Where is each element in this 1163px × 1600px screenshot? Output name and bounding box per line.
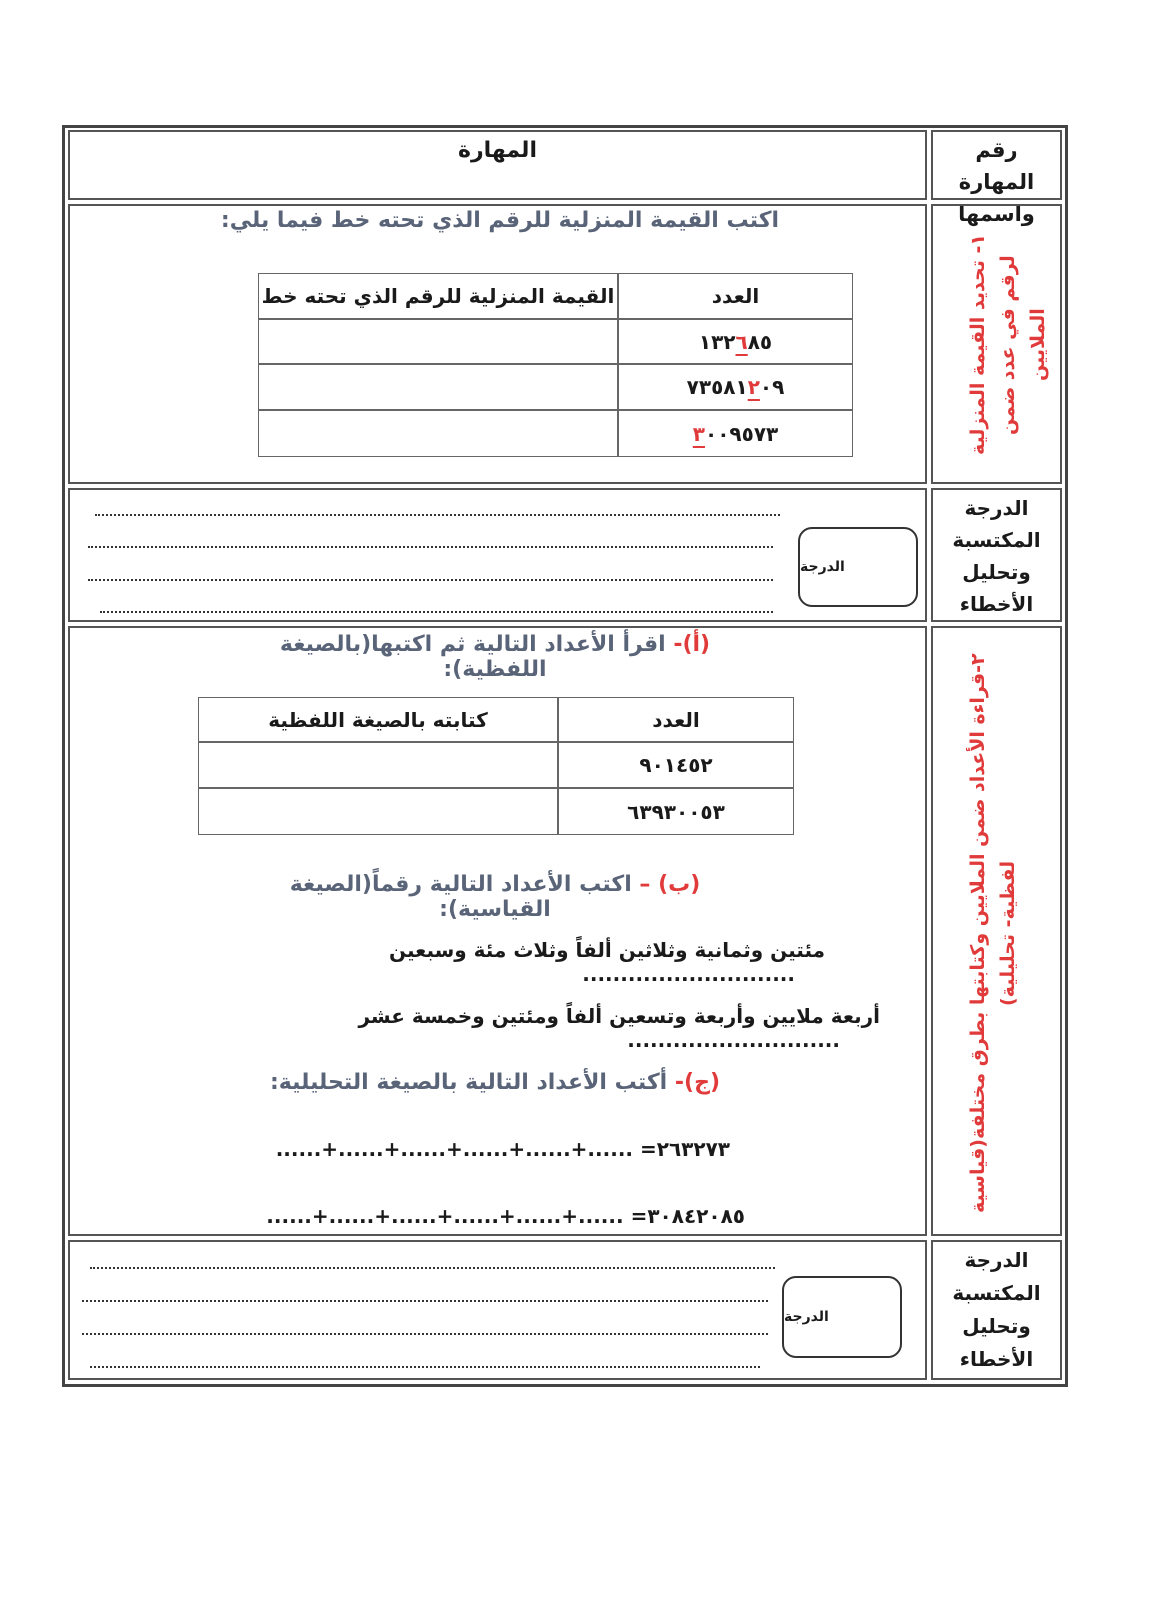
grade1-line-2[interactable] — [88, 546, 773, 548]
grade2-line-3[interactable] — [82, 1333, 768, 1335]
digits-after: ٨٥ — [747, 329, 773, 354]
grade2-score-label: الدرجة — [784, 1309, 829, 1325]
part-c-prefix: (ج)- — [674, 1070, 721, 1095]
underlined-digit: ٢ — [747, 375, 760, 399]
grade1-score-box[interactable] — [798, 527, 918, 607]
grade2-label: الدرجة المكتسبة وتحليل الأخطاء — [952, 1248, 1041, 1371]
part-a-instruction: اقرأ الأعداد التالية ثم اكتبها(بالصيغة اللفظية): — [279, 632, 666, 682]
part-b-heading — [250, 872, 740, 922]
part-b-instruction: اكتب الأعداد التالية رقماً(الصيغة القياسية): — [289, 872, 632, 922]
skill1-row1-answer[interactable] — [258, 319, 618, 364]
part-c-item-2-number: ٣٠٨٤٢٠٨٥ — [647, 1204, 745, 1228]
grade2-line-2[interactable] — [82, 1300, 768, 1302]
underlined-digit: ٦ — [735, 329, 748, 354]
equals-sign: = — [639, 1137, 657, 1161]
digits-after: ٠٩ — [759, 375, 785, 399]
grade2-label-cell — [931, 1240, 1062, 1380]
grade1-line-3[interactable] — [88, 579, 773, 581]
skill-number-header-cell — [931, 130, 1062, 226]
part-b-item-2-blank[interactable]: ............................ — [627, 1028, 840, 1052]
part-c-item-1-number: ٢٦٣٢٧٣ — [656, 1137, 730, 1161]
part-b-item-1-blank[interactable]: ............................ — [582, 962, 795, 986]
skill1-row2-number — [618, 364, 853, 410]
skill-number-header-title: رقم المهارة واسمها — [958, 138, 1035, 226]
part-c-instruction: أكتب الأعداد التالية بالصيغة التحليلية: — [269, 1070, 668, 1095]
digits-before: ١٣٢ — [698, 329, 736, 354]
skill1-row1-number — [618, 319, 853, 364]
part-c-item-1-expansion[interactable]: ......+......+......+......+......+...... — [275, 1137, 634, 1161]
grade1-score-label: الدرجة — [800, 559, 845, 575]
underlined-digit: ٣ — [692, 421, 705, 446]
part-a-heading — [250, 632, 740, 682]
grade2-line-4[interactable] — [90, 1366, 760, 1368]
grade1-line-1[interactable] — [95, 514, 780, 516]
equals-sign: = — [630, 1204, 648, 1228]
grade1-line-4[interactable] — [100, 611, 773, 613]
skill1-row3-number — [618, 410, 853, 457]
part-b-prefix: (ب) – — [639, 872, 701, 897]
skill1-label-cell — [931, 204, 1062, 484]
part-a-row2-number: ٦٣٩٣٠٠٥٣ — [558, 788, 794, 835]
part-c-item-2 — [235, 1204, 745, 1228]
part-b-item-1 — [160, 938, 825, 986]
skill1-label: ١- تحديد القيمة المنزلية لرقم في عدد ضمن الملايين — [967, 234, 1049, 456]
part-c-item-1 — [250, 1137, 730, 1161]
part-b-item-2 — [105, 1004, 880, 1052]
skill2-label: ٢-قراءة الأعداد ضمن الملايين وكتابتها بطرق مختلفة(قياسية لفظية- تحليلية) — [967, 653, 1019, 1213]
grade2-score-box[interactable] — [782, 1276, 902, 1358]
skill2-label-cell — [931, 626, 1062, 1236]
part-b-item-1-text: مئتين وثمانية وثلاثين ألفاً وثلاث مئة وسبعين — [389, 938, 825, 962]
skill1-row2-answer[interactable] — [258, 364, 618, 410]
grade2-line-1[interactable] — [90, 1267, 775, 1269]
part-a-row2-answer[interactable] — [198, 788, 558, 835]
grade1-label-cell — [931, 488, 1062, 622]
skill1-col-value: القيمة المنزلية للرقم الذي تحته خط — [258, 273, 618, 319]
skill-header-cell — [68, 130, 927, 200]
part-a-col-words: كتابته بالصيغة اللفظية — [198, 697, 558, 742]
skill-header-title: المهارة — [458, 138, 537, 163]
part-a-row1-number: ٩٠١٤٥٢ — [558, 742, 794, 788]
digits-before: ٧٣٥٨١ — [686, 375, 748, 399]
part-c-heading — [260, 1070, 730, 1095]
part-a-prefix: (أ)- — [673, 632, 711, 657]
skill1-instruction: اكتب القيمة المنزلية للرقم الذي تحته خط فيما يلي: — [220, 208, 780, 233]
part-b-item-2-text: أربعة ملايين وأربعة وتسعين ألفاً ومئتين وخمسة عشر — [358, 1004, 880, 1028]
part-a-row1-answer[interactable] — [198, 742, 558, 788]
part-c-item-2-expansion[interactable]: ......+......+......+......+......+...... — [266, 1204, 624, 1228]
part-a-col-number: العدد — [558, 697, 794, 742]
grade1-label: الدرجة المكتسبة وتحليل الأخطاء — [952, 496, 1041, 616]
skill1-col-number: العدد — [618, 273, 853, 319]
digits-after: ٠٠٩٥٧٣ — [704, 421, 779, 446]
skill1-row3-answer[interactable] — [258, 410, 618, 457]
